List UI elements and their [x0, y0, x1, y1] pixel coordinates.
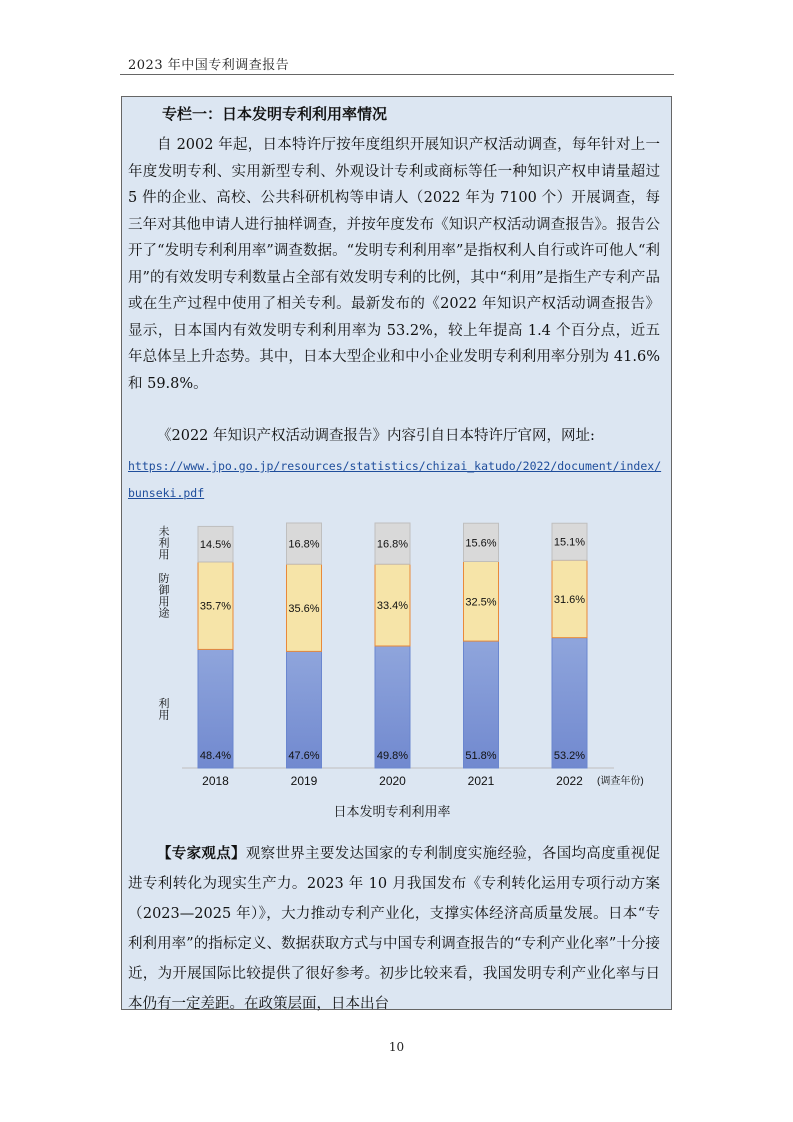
x-tick-label: 2021	[467, 774, 495, 788]
expert-text: 观察世界主要发达国家的专利制度实施经验，各国均高度重视促进专利转化为现实生产力。2023 年 10 月我国发布《专利转化运用专项行动方案（2023—2025 年）》，大力推动专利产业化，支撑实体经济高质量发展。日本“专利利用率”的指标定义、数据获取方式与中国专利调查报告的“专利产业化率”十分接近，为开展国际比较提供了很好参考。初步比较来看，我国发明专利产业化率与日本仍有一定差距。在政策层面，日本出台	[128, 846, 661, 1012]
tick-labels	[202, 774, 583, 788]
series-label-unused: 利	[158, 536, 170, 550]
data-label: 31.6%	[553, 593, 586, 606]
data-label: 48.4%	[199, 750, 232, 762]
x-tick-label: 2020	[379, 774, 406, 788]
data-label: 32.5%	[465, 596, 497, 609]
data-label: 16.8%	[376, 538, 409, 551]
x-tick-label: 2019	[290, 774, 318, 788]
reference-text: 《2022 年知识产权活动调查报告》内容引自日本特许厅官网，网址:	[157, 428, 595, 444]
series-label-unused: 用	[158, 547, 170, 561]
expert-tag: 【专家观点】	[157, 846, 246, 862]
series-label-used: 利	[158, 696, 170, 710]
source-url-link[interactable]: https://www.jpo.go.jp/resources/statistics/chizai_katudo/2022/document/index/bunseki.pdf	[128, 459, 662, 500]
data-label: 35.7%	[199, 600, 232, 613]
side-labels	[159, 524, 170, 722]
header-title: 2023 年中国专利调查报告	[128, 58, 290, 73]
series-label-defense: 用	[158, 594, 170, 608]
data-label: 47.6%	[288, 750, 320, 762]
series-label-used: 用	[158, 708, 170, 722]
data-label: 35.6%	[288, 602, 320, 615]
expert-paragraph	[128, 839, 660, 1019]
bars-group	[198, 523, 587, 768]
series-label-unused: 未	[158, 524, 170, 538]
chart-title: 日本发明专利利用率	[333, 804, 451, 819]
data-label: 16.8%	[288, 538, 320, 551]
data-label: 15.6%	[465, 537, 497, 550]
data-label: 53.2%	[553, 750, 586, 762]
box-paragraph	[128, 132, 660, 397]
x-tick-label: 2022	[556, 774, 583, 788]
box-title: 专栏一：日本发明专利利用率情况	[162, 105, 388, 123]
series-label-defense: 御	[158, 583, 170, 597]
utilization-chart	[122, 511, 673, 831]
data-label: 51.8%	[465, 750, 497, 762]
x-tick-label: 2018	[202, 774, 229, 788]
series-label-defense: 防	[158, 571, 170, 585]
data-label: 14.5%	[199, 539, 232, 552]
sidebar-box	[121, 96, 672, 1010]
paragraph-text: 自 2002 年起，日本特许厅按年度组织开展知识产权活动调查，每年针对上一年度发明专利、实用新型专利、外观设计专利或商标等任一种知识产权申请量超过 5 件的企业、高校、公共科研机构等申请人（2022 年为 7100 个）开展调查，每三年对其他申请人进行抽样调查，并按年度发布《知识产权活动调查报告》。报告公开了“发明专利利用率”调查数据。“发明专利利用率”是指权利人自行或许可他人“利用”的有效发明专利数量占全部有效发明专利的比例，其中“利用”是指生产专利产品或在生产过程中使用了相关专利。最新发布的《2022 年知识产权活动调查报告》显示，日本国内有效发明专利利用率为 53.2%，较上年提高 1.4 个百分点，近五年总体呈上升态势。其中，日本大型企业和中小企业发明专利利用率分别为 41.6%和 59.8%。	[128, 137, 660, 392]
data-label: 15.1%	[553, 536, 586, 549]
expert-opinion	[128, 839, 660, 1019]
header-divider	[120, 74, 674, 75]
series-label-defense: 途	[158, 606, 170, 620]
data-label: 33.4%	[376, 600, 409, 613]
page-number: 10	[388, 1040, 405, 1054]
x-unit-note: (调查年份)	[597, 776, 644, 787]
data-label: 49.8%	[376, 750, 409, 762]
bar-利用-2021	[464, 641, 499, 768]
bar-利用-2022	[552, 638, 587, 768]
reference-note	[128, 423, 660, 450]
